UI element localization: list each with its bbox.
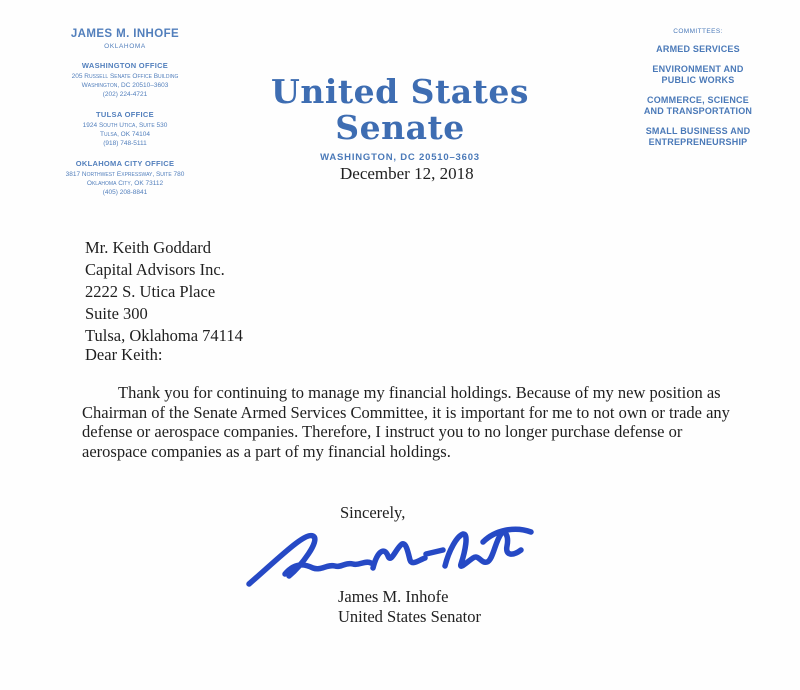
- office-title: WASHINGTON OFFICE: [81, 61, 169, 70]
- committee-item: COMMERCE, SCIENCE AND TRANSPORTATION: [643, 95, 753, 116]
- recipient-address-block: [85, 237, 243, 347]
- office-line: 3817 Northwest Expressway, Suite 780: [65, 171, 185, 178]
- committee-item: SMALL BUSINESS AND ENTREPRENEURSHIP: [645, 126, 751, 147]
- senate-address: WASHINGTON, DC 20510–3603: [320, 152, 480, 163]
- office-line: 205 Russell Senate Office Building: [71, 73, 179, 80]
- salutation: Dear Keith:: [85, 345, 163, 364]
- closing: Sincerely,: [340, 503, 406, 522]
- letterhead-sender-block: [35, 28, 215, 197]
- office-line: (918) 748-5111: [103, 140, 147, 147]
- office-line: (202) 224-4721: [102, 91, 148, 98]
- office-title: TULSA OFFICE: [96, 110, 154, 119]
- recipient-line: Mr. Keith Goddard: [85, 238, 212, 257]
- office-tulsa: [35, 110, 215, 148]
- office-line: Washington, DC 20510–3603: [81, 82, 169, 89]
- letterhead-committees-block: [608, 28, 788, 148]
- office-oklahoma-city: [35, 159, 215, 197]
- sender-name: JAMES M. INHOFE: [70, 28, 180, 40]
- office-title: OKLAHOMA CITY OFFICE: [75, 159, 175, 168]
- recipient-line: Suite 300: [85, 304, 148, 323]
- letter-body-paragraph: Thank you for continuing to manage my financial holdings. Because of my new position as Chairman of the Senate Armed Services Committee, it is important for me to not own or trade any defense or aerospace companies. Therefore, I instruct you to no longer purchase defense or aerospace companies as a part of my financial holdings.: [82, 383, 730, 461]
- signature-name: James M. Inhofe: [338, 587, 449, 606]
- sender-state: OKLAHOMA: [104, 43, 146, 50]
- committee-item: ENVIRONMENT AND PUBLIC WORKS: [652, 64, 744, 85]
- senate-wordmark: United States Senate: [271, 72, 529, 147]
- office-washington: [35, 61, 215, 99]
- office-line: Oklahoma City, OK 73112: [86, 180, 164, 187]
- committees-label: COMMITTEES:: [673, 28, 723, 35]
- committee-item: ARMED SERVICES: [656, 44, 740, 54]
- letter-date: December 12, 2018: [340, 164, 474, 183]
- signature-ink: [245, 520, 535, 592]
- office-line: (405) 208-8841: [102, 189, 148, 196]
- office-line: 1924 South Utica, Suite 530: [82, 122, 168, 129]
- signature-title: United States Senator: [338, 607, 481, 626]
- recipient-line: Capital Advisors Inc.: [85, 260, 225, 279]
- office-line: Tulsa, OK 74104: [100, 131, 150, 138]
- recipient-line: Tulsa, Oklahoma 74114: [85, 326, 243, 345]
- recipient-line: 2222 S. Utica Place: [85, 282, 216, 301]
- letterhead-center: [240, 74, 560, 163]
